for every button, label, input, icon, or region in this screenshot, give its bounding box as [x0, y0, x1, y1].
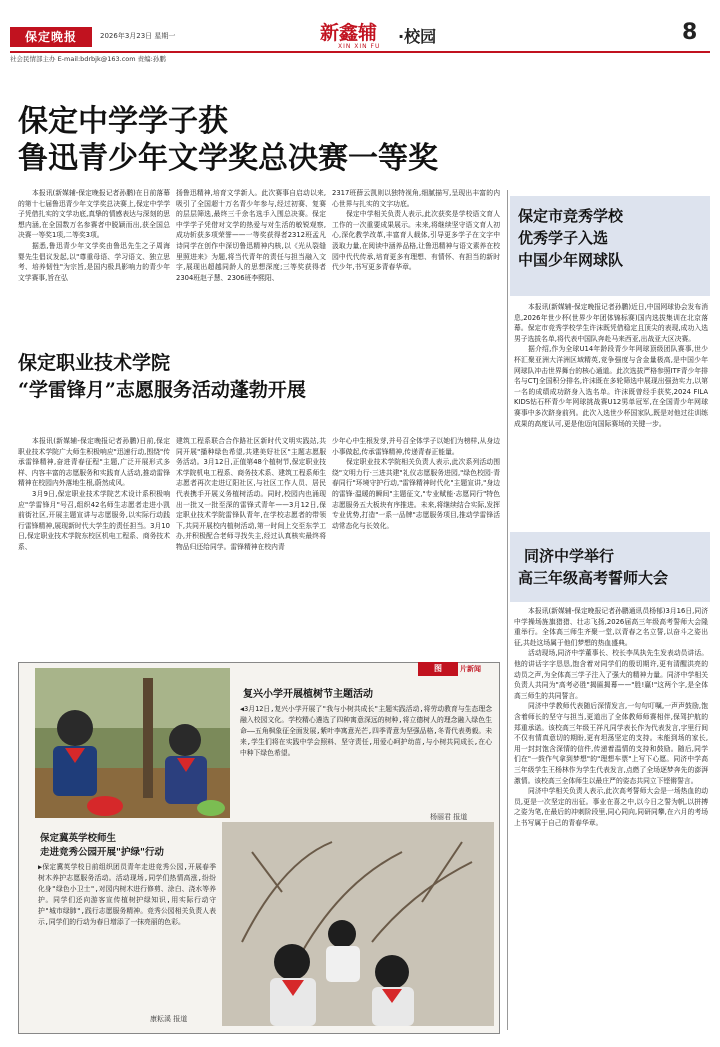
brand-title: 新鑫辅: [320, 22, 378, 44]
editor-credits: 社会民情部主办 E-mail:bdrbjk@163.com 责编:孙鹏: [10, 55, 166, 63]
paragraph: 本报讯(新媒辅-保定晚报记者孙鹏通讯员杨郁)3月16日,同济中学操场旌旗猎猎、壮志飞扬,2026届高三年级高考誓师大会隆重举行。全体高三师生齐聚一堂,以青春之名立誓,以奋斗之姿出征,共赴这场属于他们梦想的热血盛典。: [514, 607, 708, 647]
right-story1-headline-line3: 中国少年网球队: [518, 251, 624, 269]
student-head: [328, 920, 356, 948]
page-number: 8: [682, 20, 698, 45]
park-greening-photo: [222, 822, 494, 1026]
right-story2-body: [514, 606, 708, 1036]
paragraph: 据悉,鲁迅青少年文学奖由鲁迅先生之子周海婴先生倡议发起,以"尊重母语、学习语文、独立思考、培养韧性"为宗旨,是国内极具影响力的青少年文学赛事,旨在弘: [18, 241, 170, 282]
feature1-headline: 复兴小学开展植树节主题活动: [243, 689, 373, 700]
right-story1-body: [514, 302, 708, 526]
feature2-headline-line2: 走进竞秀公园开展"护绿"行动: [40, 847, 164, 858]
right-story2-headline-line1: 同济中学举行: [524, 547, 615, 565]
tree-trunk: [143, 678, 153, 798]
paragraph: 同济中学相关负责人表示,此次高考誓师大会是一场热血的动员,更是一次坚定的出征。事业在喜之中,以今日之誓为帆,以拼搏之姿为笔,在最后的冲刺阶段里,同心同向,同研同攀,在六月的考场上书写属于自己的青春华章。: [514, 787, 708, 827]
issue-date: 2026年3月23日 星期一: [100, 32, 176, 40]
tree-planting-photo: [35, 668, 230, 818]
story1-headline-line1: 保定中学学子获: [18, 104, 228, 139]
child-head: [57, 710, 93, 746]
right-story2-headline-line2: 高三年级高考誓师大会: [518, 569, 669, 587]
brand-subtitle: XIN XIN FU: [338, 43, 381, 50]
paragraph: 少年心中生根发芽,并号召全体学子以她们为榜样,从身边小事做起,传承雷锋精神,传递青春正能量。: [332, 437, 500, 456]
feature1-text: ◀3月12日,复兴小学开展了"我与小树共成长"主题实践活动,将劳动教育与生态理念融入校园文化。学校精心遴选了四种寓意深远的树种,将立德树人的理念融入绿色生命——五角枫象征全面发展,紫叶李寓意光芒,四季青意为坚强品格,冬青代表勇毅。未来,学生们将在实践中学会照料、坚守责任,用爱心呵护幼苗,与小树共同成长,在心中种下绿色希望。: [240, 705, 492, 757]
story2-headline-line2: “学雷锋月”志愿服务活动蓬勃开展: [18, 379, 306, 401]
red-bucket: [87, 796, 123, 816]
photo-news-badge: 图: [418, 662, 458, 676]
story2-column-3: [332, 436, 500, 656]
story1-column-2: [176, 188, 326, 338]
paragraph: 3月9日,保定职业技术学院艺术设计系积极响应"学雷锋月"号召,组织42名师生志愿者走进小凯前街社区,开展主题宣讲与志愿服务,以实际行动践行雷锋精神,展现新时代大学生的责任担当。3月10日,保定职业技术学院东校区机电工程系、商务技术系、: [18, 489, 170, 551]
right-story1-headline-line1: 保定市竞秀学校: [518, 207, 624, 225]
story1-column-1: [18, 188, 170, 338]
newspaper-logo: 保定晚报: [10, 27, 92, 47]
paragraph: 同济中学教师代表随后深情发言,一句句叮嘱,一声声鼓励,饱含着师长的坚守与担当,更道出了全体教师师赛相伴,保驾护航的郑重承诺。该校高三年级王祥凡同学表长作为代表发言,字里行间不仅有情真意切的期盼,更有坦荡坚定的支持。未能到场的家长,用一封封饱含深情的信件,传递着温情的支持和鼓励。随后,同学们在"一鼓作气拿到梦想"的"理想车票"上写下心愿。同济中学高三年级学生王杨林作为学生代表发言,点燃了全场逐梦奔先的澎湃激情。该校高三全体师生以最庄严的姿态共同立下铿锵誓言。: [514, 702, 708, 785]
right-story1-headline-line2: 优秀学子入选: [518, 229, 609, 247]
photo-news-label: 片新闻: [460, 665, 481, 673]
child-head: [169, 724, 201, 756]
feature1-byline: 杨丽君 报道: [430, 813, 468, 821]
paragraph: 建筑工程系联合合作路社区新时代文明实践站,共同开展"播种绿色希望,共建美好社区"主题志愿服务活动。3月12日,正值第48个植树节,保定职业技术学院机电工程系、商务技术系、建筑工程系师生志愿者再次走进辽阳社区,与社区工作人员、居民代表携手开展义务植树活动。同时,校园内也涌现出一批又一批至深的雷锋式青年——3月12日,保定职业技术学院雷锋队青年,在学校志愿者的带领下,共同开展校内植树活动,第一时间上交至东学工办,并积极配合老师寻找失主,经过认真核实最终将物品归还给同学。雷锋精神在校内青: [176, 437, 326, 551]
student-head: [375, 955, 409, 989]
student-head: [274, 944, 310, 980]
feature2-byline: 康耘溪 报道: [150, 1015, 188, 1023]
green-bucket: [197, 800, 225, 816]
section-name: ·校园: [398, 27, 437, 46]
column-divider: [507, 190, 508, 1030]
paragraph: 本报讯(新媒辅-保定晚报记者孙鹏)日前,保定职业技术学院广大师生积极响应"迅速行动,围绕"传承雷锋精神,奋进青春征程"主题,广泛开展形式多样、内容丰富的志愿服务和实践育人活动,推动雷锋精神在校园内外落地生根,蔚然成风。: [18, 437, 170, 488]
story1-column-3: [332, 188, 500, 338]
story2-headline-line1: 保定职业技术学院: [18, 352, 171, 374]
student-uniform: [326, 946, 360, 982]
paragraph: 本报讯(新媒辅-保定晚报记者孙鹏)在日前落幕的第十七届鲁迅青少年文学奖总决赛上,保定中学学子凭借扎实的文学功底,真挚的情感表达与深刻的思想内涵,在全国数万名参赛者中脱颖而出,获全国总决赛一等奖1项,二等奖3项。: [18, 189, 170, 240]
paragraph: 扬鲁迅精神,培育文学新人。此次赛事自启动以来,吸引了全国超十万名青少年参与,经过初赛、复赛的层层筛选,最终三千余名选手入围总决赛。保定中学学子凭借对文学的热爱与对生活的敏锐观察,成功斩获多项荣誉——一等奖获得者2312班孟凡诗同学在创作中深切鲁迅精神内核,以《光从裂缝里照进来》为题,将当代青年的责任与担当融入文字,展现出超越同龄人的思想深度;三等奖获得者2304班赵子慧、2306班李熙阳、: [176, 189, 326, 282]
paragraph: 保定职业技术学院相关负责人表示,此次系列活动围绕"文明力行·三进共建"礼仪志愿服务进园,"绿色校园·青春同行"环境守护行动,"雷锋精神时代化"主题宣讲,"身边的雷锋·温暖的瞬间"主题征文,"专业赋能·志愿同行"特色志愿服务五大板块有序推进。未来,将继续结合实际,发挥专业优势,打造"一系一品牌"志愿服务项目,推动学雷锋活动常态化与长效化。: [332, 458, 500, 530]
feature2-text: ▶保定冀英学校日前组织团员青年走进竞秀公园,开展春季树木养护志愿服务活动。活动现场,同学们热情高涨,纷纷化身"绿色小卫士",对园内树木进行修剪、涂白、浇水等养护。同学们还向游客宣传植树护绿知识,用实际行动守护"城市绿肺",践行志愿服务精神。竞秀公园相关负责人表示,同学们的行动为春日增添了一抹亮丽的色彩。: [38, 863, 216, 926]
right-story1-headline-box: [510, 196, 710, 296]
paragraph: 2317班薛云凯则以独特视角,细腻描写,呈现出丰富的内心世界与扎实的文字功底。: [332, 189, 500, 208]
story2-column-2: [176, 436, 326, 656]
photo-background: [222, 822, 494, 1026]
masthead: [0, 0, 720, 62]
paragraph: 保定中学相关负责人表示,此次获奖是学校语文育人工作的一次重要成果展示。未来,将继续坚守语文育人初心,深化教学改革,丰富育人载体,引导更多学子在文字中汲取力量,在阅读中涵养品格,让鲁迅精神与语文素养在校园中代代传承,培育更多有理想、有情怀、有担当的新时代少年,书写更多青春华章。: [332, 210, 500, 272]
story2-column-1: [18, 436, 170, 656]
story1-headline-line2: 鲁迅青少年文学奖总决赛一等奖: [18, 141, 438, 176]
feature2-headline-line1: 保定冀英学校师生: [40, 833, 117, 844]
masthead-rule: [10, 51, 710, 53]
right-story2-headline-box: [510, 532, 710, 602]
paragraph: 本报讯(新媒辅-保定晚报记者孙鹏)近日,中国网球协会发布消息,2026年世少杯(世界少年团体锦标赛)国内选拔集训在北京落幕。保定市竞秀学校学生许沫既凭借稳定且顶尖的表现,成功入选男子选拔名单,将代表中国队奔赴马来西亚,出战亚大区决赛。: [514, 303, 708, 343]
paragraph: 据介绍,作为全球U14年龄段青少年网球顶级团队赛事,世少杯汇聚亚洲大洋洲区域精英,竞争强度与含金量极高,是中国少年网球队冲击世界舞台的核心通道。此次选拔严格参照ITF青少年排名与CTJ全国积分排名,许沫既在多轮筛选中展现出强劲实力,以第一名的成绩成功跻身入选名单。许沫既曾经手获奖,2024 FILA KIDS钻石杯青少年网球挑战赛U12男单冠军,在全国青少年网球赛事中多次跻身前列。此次入选世少杯国家队,既是对他过往训练成果的高度认可,更是他迈向国际赛场的关键一步。: [514, 345, 708, 428]
paragraph: 活动现场,同济中学董事长、校长李凤执先生发表动员讲话。他的讲话字字恳恳,饱含着对同学们的殷切期许,更有清醒洪亮的动员之声,为全体高三学子注入了强大的精神力量。同济中学相关负责人共同为"高考必胜"揭匾揭幕——"胜!赢!"这两个字,是全体高三师生的共同誓言。: [514, 649, 708, 700]
